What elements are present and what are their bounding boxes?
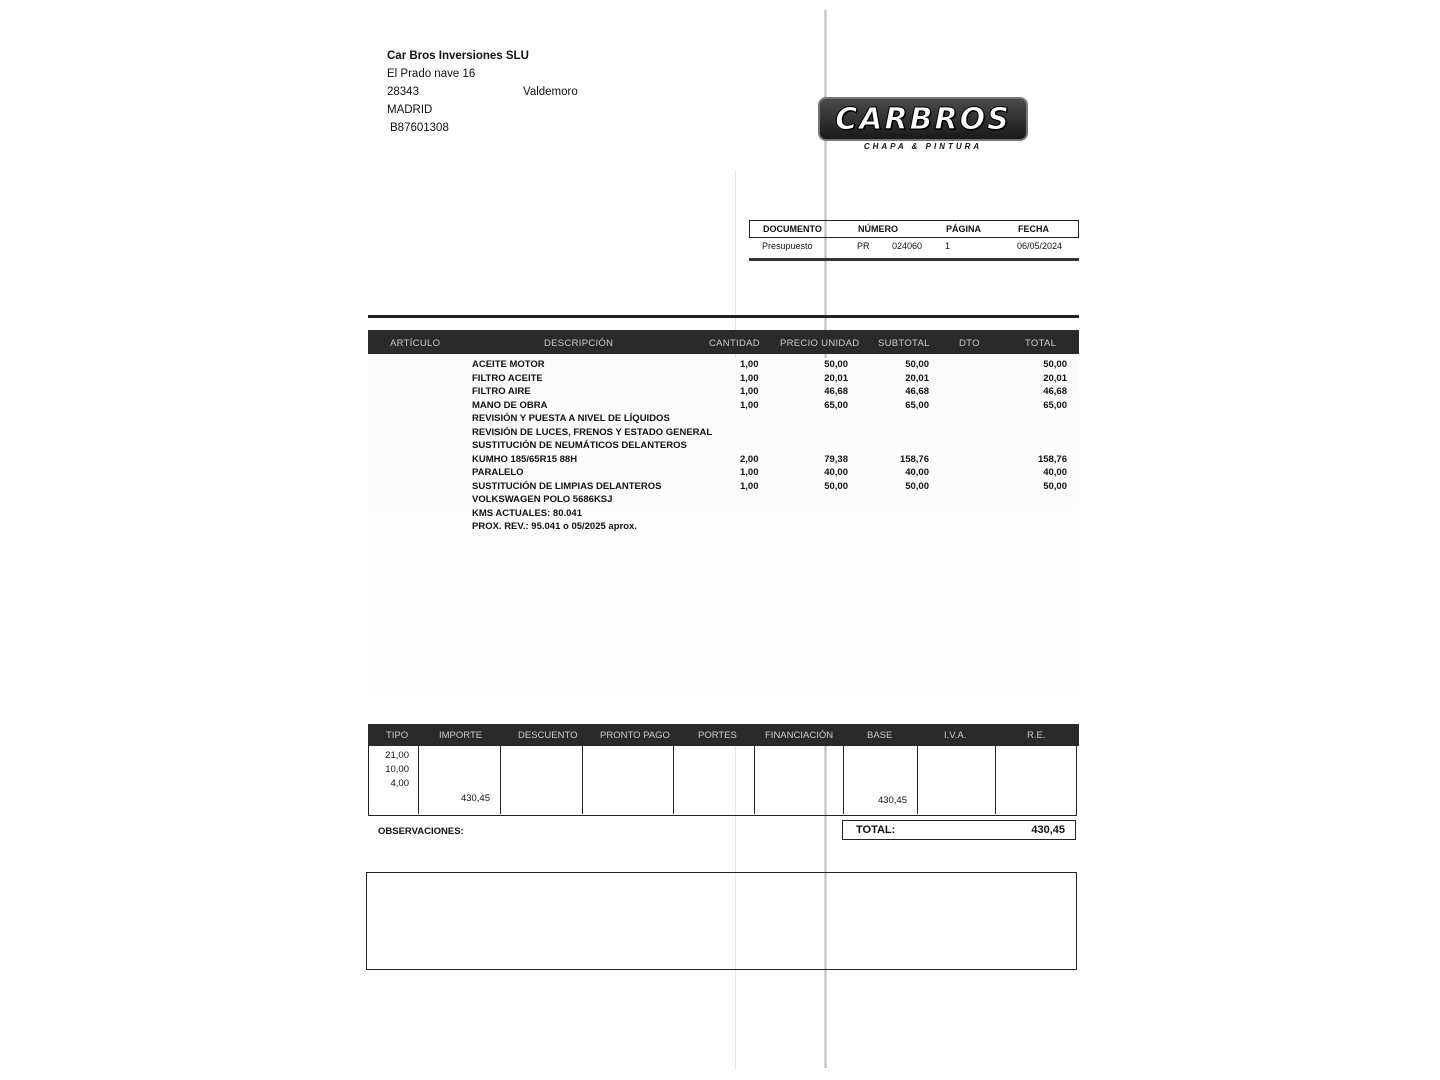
- line-total: 50,00: [1043, 480, 1067, 492]
- line-description: PARALELO: [472, 467, 524, 478]
- col-footer-discount: DESCUENTO: [518, 730, 578, 741]
- line-unit-price: 65,00: [824, 399, 848, 411]
- company-address: El Prado nave 16: [387, 68, 476, 80]
- footer-amount: 430,45: [460, 793, 490, 804]
- line-row: [368, 507, 1079, 521]
- observations-label: OBSERVACIONES:: [378, 826, 464, 837]
- doc-number: 024060: [892, 241, 923, 251]
- line-total: 40,00: [1043, 467, 1067, 478]
- cell-vat: [917, 746, 996, 814]
- line-description: KMS ACTUALES: 80.041: [472, 507, 582, 519]
- line-quantity: 1,00: [740, 359, 759, 370]
- line-total: 20,01: [1043, 372, 1067, 384]
- doc-header-document: DOCUMENTO: [763, 224, 822, 234]
- col-amount: IMPORTE: [439, 730, 483, 741]
- doc-date: 06/05/2024: [1017, 241, 1063, 251]
- line-total: 158,76: [1037, 453, 1067, 465]
- cell-early-payment: [582, 746, 674, 814]
- cell-financing: [754, 746, 844, 814]
- document-info-box: [749, 220, 1079, 261]
- company-name: Car Bros Inversiones SLU: [387, 50, 529, 62]
- col-vat: I.V.A.: [944, 730, 967, 741]
- doc-header-date: FECHA: [1018, 224, 1049, 234]
- line-quantity: 2,00: [740, 453, 759, 465]
- line-row: [368, 399, 1079, 413]
- line-unit-price: 20,01: [824, 372, 848, 384]
- cell-base: [843, 746, 918, 814]
- logo-subtitle: CHAPA & PINTURA: [863, 142, 983, 151]
- observations-box: [366, 872, 1077, 970]
- col-article: ARTÍCULO: [390, 338, 441, 349]
- line-row: [368, 385, 1079, 399]
- line-row: [368, 466, 1079, 480]
- company-tax-id: B87601308: [390, 122, 449, 134]
- line-description: MANO DE OBRA: [472, 399, 548, 411]
- line-row: [368, 453, 1079, 467]
- line-description: REVISIÓN Y PUESTA A NIVEL DE LÍQUIDOS: [472, 413, 670, 424]
- line-description: VOLKSWAGEN POLO 5686KSJ: [472, 494, 613, 505]
- totals-table-header: [368, 724, 1079, 746]
- line-description: ACEITE MOTOR: [472, 359, 545, 370]
- line-description: FILTRO ACEITE: [472, 372, 543, 384]
- lines-table-header: [368, 330, 1079, 354]
- cell-shipping: [673, 746, 755, 814]
- line-row: [368, 480, 1079, 494]
- line-row: [368, 493, 1079, 507]
- doc-page: 1: [945, 241, 951, 251]
- col-re: R.E.: [1027, 730, 1046, 741]
- col-financing: FINANCIACIÓN: [765, 730, 834, 741]
- cell-discount: [500, 746, 583, 814]
- col-subtotal: SUBTOTAL: [878, 338, 930, 349]
- line-description: SUSTITUCIÓN DE LIMPIAS DELANTEROS: [472, 480, 662, 492]
- cell-amount: [418, 746, 501, 814]
- logo-text: CARBROS: [835, 101, 1011, 137]
- line-quantity: 1,00: [740, 372, 759, 384]
- line-subtotal: 20,01: [905, 372, 929, 384]
- line-unit-price: 79,38: [824, 453, 848, 465]
- line-row: [368, 520, 1079, 534]
- cell-tax-types: [369, 746, 419, 814]
- line-row: [368, 372, 1079, 386]
- line-unit-price: 40,00: [824, 467, 848, 478]
- line-quantity: 1,00: [740, 467, 759, 478]
- lines-table-body: [368, 358, 1079, 728]
- line-total: 50,00: [1043, 359, 1067, 370]
- line-unit-price: 46,68: [824, 386, 848, 397]
- col-shipping: PORTES: [698, 730, 737, 741]
- col-tax-type: TIPO: [386, 730, 409, 741]
- carbros-logo: [818, 97, 1028, 141]
- doc-type: Presupuesto: [762, 241, 813, 251]
- line-row: [368, 439, 1079, 453]
- line-unit-price: 50,00: [824, 359, 848, 370]
- line-row: [368, 426, 1079, 440]
- grand-total-value: 430,45: [1031, 824, 1065, 836]
- line-row: [368, 358, 1079, 372]
- doc-box-rule: [749, 258, 1079, 261]
- tax-type-1: 21,00: [385, 750, 409, 761]
- doc-header-number: NÚMERO: [858, 224, 898, 234]
- grand-total-box: [842, 820, 1076, 840]
- col-description: DESCRIPCIÓN: [544, 338, 614, 349]
- totals-table-body: [368, 746, 1077, 816]
- line-total: 65,00: [1043, 399, 1067, 411]
- footer-base: 430,45: [877, 795, 907, 806]
- line-quantity: 1,00: [740, 399, 759, 411]
- tax-type-3: 4,00: [390, 778, 409, 789]
- col-quantity: CANTIDAD: [709, 338, 760, 349]
- line-quantity: 1,00: [740, 386, 759, 397]
- line-subtotal: 50,00: [905, 480, 929, 492]
- line-description: SUSTITUCIÓN DE NEUMÁTICOS DELANTEROS: [472, 440, 687, 451]
- line-description: REVISIÓN DE LUCES, FRENOS Y ESTADO GENERAL: [472, 426, 713, 438]
- section-divider: [368, 315, 1079, 318]
- doc-series: PR: [857, 241, 870, 251]
- line-row: [368, 412, 1079, 426]
- line-unit-price: 50,00: [824, 480, 848, 492]
- grand-total-label: TOTAL:: [856, 824, 896, 836]
- line-description: FILTRO AIRE: [472, 386, 531, 397]
- doc-header-page: PÁGINA: [946, 224, 982, 234]
- line-quantity: 1,00: [740, 480, 759, 492]
- company-address-block: [387, 47, 578, 137]
- line-subtotal: 46,68: [905, 386, 929, 397]
- tax-type-2: 10,00: [385, 764, 409, 775]
- col-early-payment: PRONTO PAGO: [600, 730, 670, 741]
- company-province: MADRID: [387, 104, 433, 116]
- line-subtotal: 65,00: [905, 399, 929, 411]
- col-base: BASE: [867, 730, 893, 741]
- line-subtotal: 158,76: [899, 453, 929, 465]
- line-description: KUMHO 185/65R15 88H: [472, 453, 578, 465]
- line-subtotal: 40,00: [905, 467, 929, 478]
- company-postal-code: 28343: [387, 86, 419, 98]
- col-total: TOTAL: [1025, 338, 1057, 349]
- line-total: 46,68: [1043, 386, 1067, 397]
- line-subtotal: 50,00: [905, 359, 929, 370]
- col-unit-price: PRECIO UNIDAD: [780, 338, 860, 349]
- company-city: Valdemoro: [523, 86, 578, 98]
- col-discount: DTO: [959, 338, 980, 349]
- line-description: PROX. REV.: 95.041 o 05/2025 aprox.: [472, 521, 637, 532]
